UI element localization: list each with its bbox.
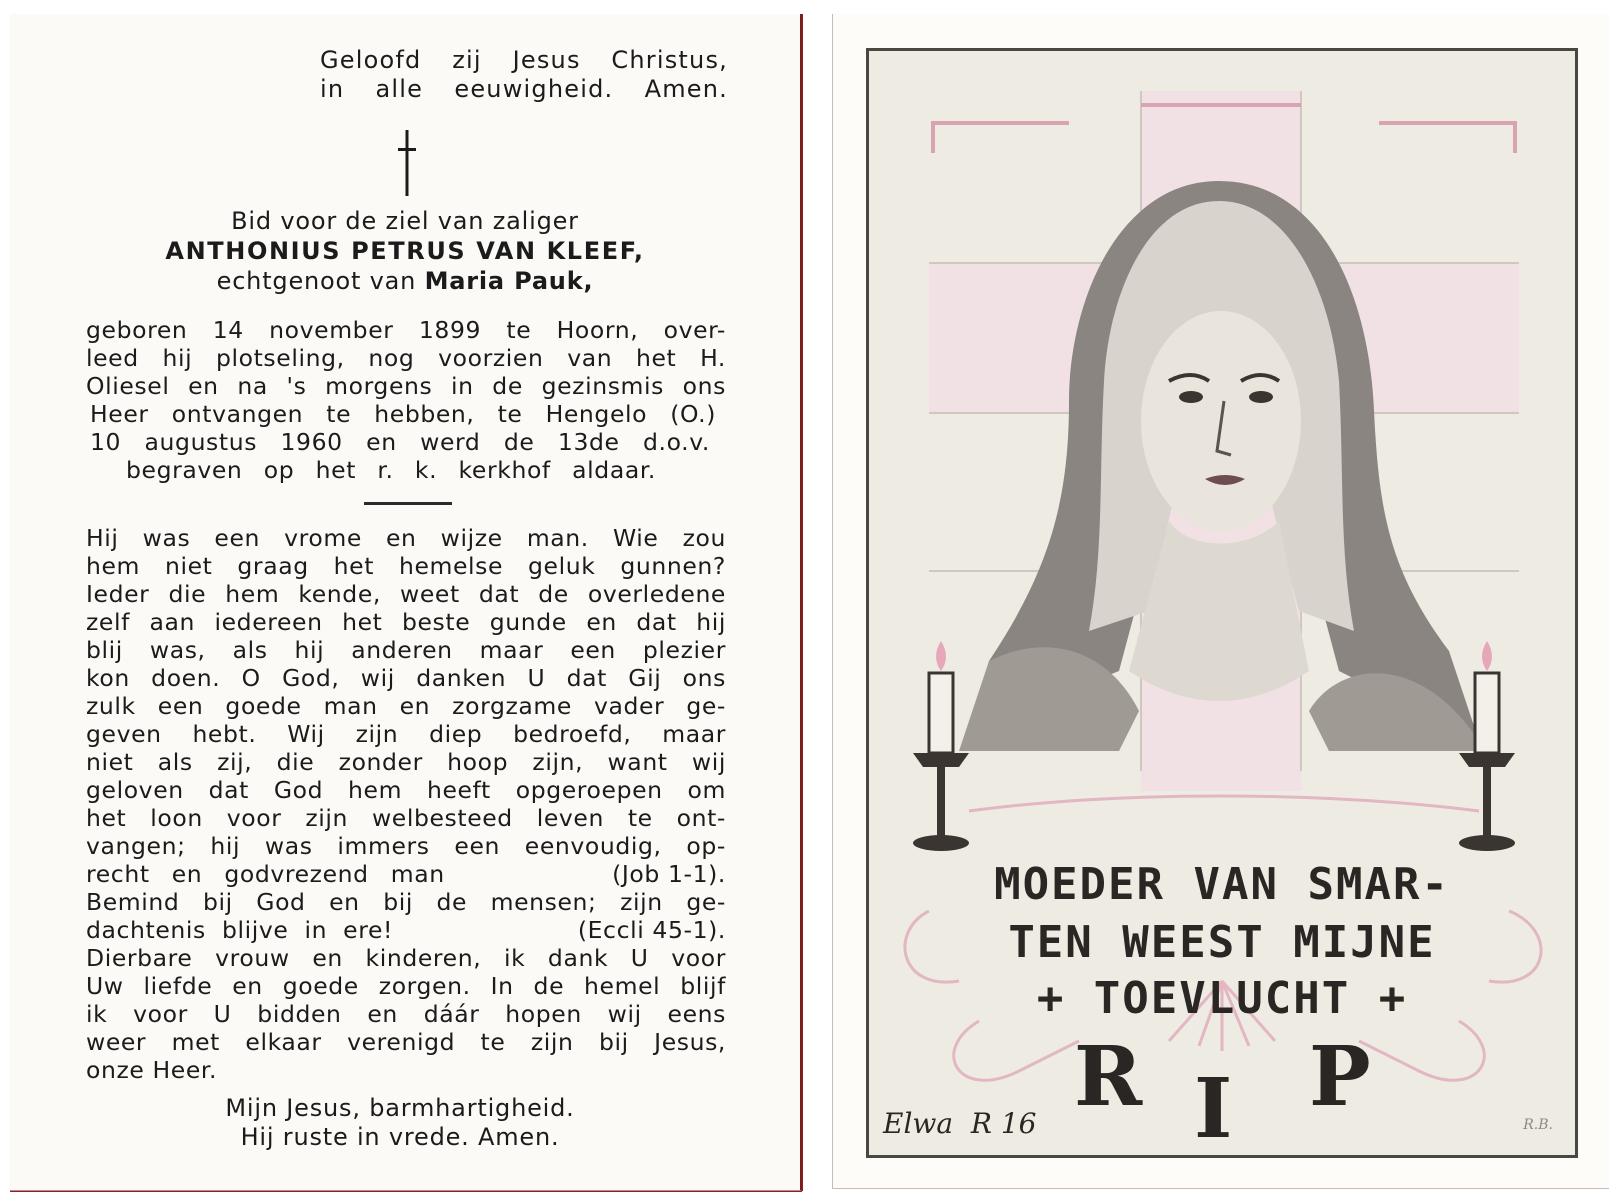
closing-line-2: Hij ruste in vrede. Amen. [240, 1123, 560, 1151]
ref-citation: (Job 1-1). [612, 860, 726, 888]
text-line: Uw liefde en goede zorgen. In de hemel blijf [86, 972, 726, 1000]
rip-letter-p: P [1309, 1029, 1371, 1125]
intro-block [100, 206, 710, 296]
bio-line: Heer ontvangen te hebben, te Hengelo (O.) [90, 400, 716, 428]
text-line: Dierbare vrouw en kinderen, ik dank U voor [86, 944, 726, 972]
ref-text: recht en godvrezend man [86, 860, 445, 888]
text-line: Ieder die hem kende, weet dat de overledene [86, 580, 726, 608]
motto-line-3: + TOEVLUCHT + [1036, 973, 1408, 1024]
scripture-ref-line [86, 916, 726, 944]
text-line: blij was, als hij anderen maar een plezier [86, 636, 726, 664]
text-line: niet als zij, die zonder hoop zijn, want wij [86, 748, 726, 776]
text-line: het loon voor zijn welbesteed leven te ont- [86, 804, 726, 832]
text-line: geloven dat God hem heeft opgeroepen om [86, 776, 726, 804]
bio-line: begraven op het r. k. kerkhof aldaar. [126, 456, 656, 484]
text-line: kon doen. O God, wij danken U dat Gij ons [86, 664, 726, 692]
text-line: weer met elkaar verenigd te zijn bij Jesus, [86, 1028, 726, 1056]
rip-letter-r: R [1074, 1029, 1143, 1125]
text-line: zelf aan iedereen het beste gunde en dat hij [86, 608, 726, 636]
spouse-prefix: echtgenoot van [216, 267, 425, 295]
mater-dolorosa-artwork [866, 48, 1578, 1158]
spouse-name: Maria Pauk, [424, 267, 594, 295]
prayer-line: Bid voor de ziel van zaliger [231, 207, 579, 235]
closing-prayer [120, 1094, 680, 1152]
closing-line-1: Mijn Jesus, barmhartigheid. [225, 1094, 575, 1122]
divider-rule [364, 502, 452, 505]
text-line: hem niet graag het hemelse geluk gunnen? [86, 552, 726, 580]
text-line: Hij was een vrome en wijze man. Wie zou [86, 524, 726, 552]
text-line: zulk een goede man en zorgzame vader ge- [86, 692, 726, 720]
text-line: onze Heer. [86, 1056, 218, 1084]
header-line-1: Geloofd zij Jesus Christus, [320, 46, 728, 74]
memorial-text [86, 524, 726, 1084]
header-prayer [320, 46, 728, 104]
rip-letter-i: I [1194, 1061, 1233, 1157]
ref-citation: (Eccli 45-1). [577, 916, 726, 944]
motto-line-2: TEN WEEST MIJNE [1008, 917, 1436, 968]
motto-line-1: MOEDER VAN SMAR- [994, 859, 1450, 910]
bio-line: 10 augustus 1960 en werd de 13de d.o.v. [90, 428, 710, 456]
cross-icon [398, 130, 416, 196]
header-line-2: in alle eeuwigheid. Amen. [320, 75, 728, 103]
text-line: Bemind bij God en bij de mensen; zijn ge- [86, 888, 726, 916]
text-line: vangen; hij was immers een eenvoudig, op- [86, 832, 726, 860]
biography [86, 316, 726, 484]
text-line: ik voor U bidden en dáár hopen wij eens [86, 1000, 726, 1028]
publisher-signature: Elwa R 16 [883, 1107, 1037, 1140]
deceased-name: ANTHONIUS PETRUS VAN KLEEF, [165, 237, 645, 265]
scripture-ref-line [86, 860, 726, 888]
ref-text: dachtenis blijve in ere! [86, 916, 394, 944]
text-line: geven hebt. Wij zijn diep bedroefd, maar [86, 720, 726, 748]
artist-mark: R.B. [1523, 1117, 1553, 1133]
spouse-line [100, 266, 710, 296]
bio-line: Oliesel en na 's morgens in de gezinsmis ons [86, 372, 726, 400]
bio-line: leed hij plotseling, nog voorzien van het H. [86, 344, 726, 372]
bio-line: geboren 14 november 1899 te Hoorn, over- [86, 316, 726, 344]
